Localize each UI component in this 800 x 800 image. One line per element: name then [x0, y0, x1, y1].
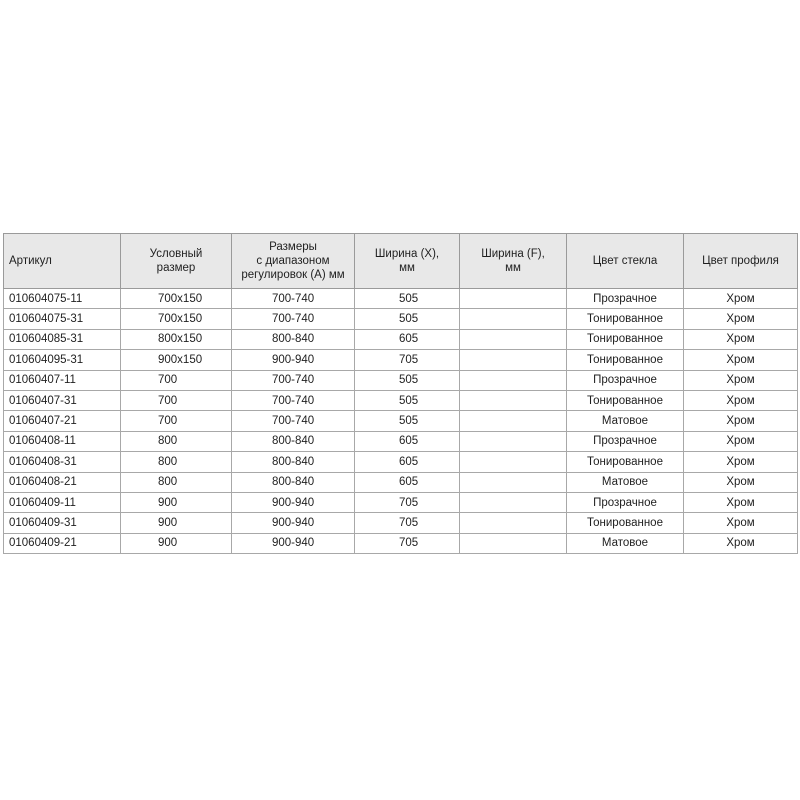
- cell-width-f: [460, 492, 567, 512]
- cell-width-f: [460, 370, 567, 390]
- cell-article: 010604085-31: [4, 329, 121, 349]
- cell-article: 01060408-11: [4, 431, 121, 451]
- cell-article: 01060407-11: [4, 370, 121, 390]
- cell-article: 010604075-31: [4, 309, 121, 329]
- cell-width-f: [460, 390, 567, 410]
- cell-glass-color: Тонированное: [567, 309, 684, 329]
- header-range-line-1: Размеры: [269, 241, 317, 253]
- product-table: [3, 233, 798, 554]
- cell-article: 01060407-31: [4, 390, 121, 410]
- header-glass-color: Цвет стекла: [567, 234, 684, 289]
- cell-width-x: 605: [355, 431, 460, 451]
- header-width-x-line-2: мм: [399, 262, 415, 274]
- cell-size: 900: [121, 533, 232, 553]
- cell-size: 700х150: [121, 289, 232, 309]
- cell-width-x: 705: [355, 533, 460, 553]
- cell-glass-color: Матовое: [567, 411, 684, 431]
- cell-profile-color: Хром: [684, 472, 798, 492]
- cell-glass-color: Тонированное: [567, 513, 684, 533]
- cell-width-x: 605: [355, 452, 460, 472]
- cell-size: 700х150: [121, 309, 232, 329]
- cell-width-x: 505: [355, 289, 460, 309]
- header-size-line-1: Условный: [149, 248, 203, 260]
- table-row: [4, 370, 798, 390]
- cell-profile-color: Хром: [684, 452, 798, 472]
- header-range: [232, 234, 355, 289]
- cell-article: 010604095-31: [4, 350, 121, 370]
- header-range-line-3: регулировок (А) мм: [241, 269, 345, 281]
- cell-width-f: [460, 309, 567, 329]
- cell-size: 800: [121, 452, 232, 472]
- cell-glass-color: Прозрачное: [567, 370, 684, 390]
- cell-profile-color: Хром: [684, 533, 798, 553]
- cell-range: 700-740: [232, 370, 355, 390]
- header-article: Артикул: [4, 234, 121, 289]
- cell-glass-color: Матовое: [567, 472, 684, 492]
- cell-range: 800-840: [232, 452, 355, 472]
- cell-glass-color: Тонированное: [567, 350, 684, 370]
- cell-size: 700: [121, 411, 232, 431]
- cell-size: 700: [121, 390, 232, 410]
- table-row: [4, 492, 798, 512]
- cell-glass-color: Матовое: [567, 533, 684, 553]
- header-width-f-line-2: мм: [505, 262, 521, 274]
- cell-range: 900-940: [232, 513, 355, 533]
- cell-range: 800-840: [232, 329, 355, 349]
- cell-width-f: [460, 431, 567, 451]
- cell-article: 01060408-31: [4, 452, 121, 472]
- cell-range: 900-940: [232, 350, 355, 370]
- table-row: [4, 513, 798, 533]
- cell-width-x: 705: [355, 513, 460, 533]
- product-table-container: [3, 233, 797, 554]
- header-width-x: [355, 234, 460, 289]
- cell-glass-color: Тонированное: [567, 329, 684, 349]
- table-header: [4, 234, 798, 289]
- cell-glass-color: Тонированное: [567, 390, 684, 410]
- table-row: [4, 472, 798, 492]
- cell-profile-color: Хром: [684, 390, 798, 410]
- cell-range: 900-940: [232, 492, 355, 512]
- cell-profile-color: Хром: [684, 370, 798, 390]
- cell-width-f: [460, 411, 567, 431]
- cell-width-f: [460, 533, 567, 553]
- cell-width-x: 505: [355, 370, 460, 390]
- cell-width-f: [460, 329, 567, 349]
- cell-size: 700: [121, 370, 232, 390]
- cell-width-x: 705: [355, 350, 460, 370]
- cell-profile-color: Хром: [684, 289, 798, 309]
- cell-range: 800-840: [232, 472, 355, 492]
- table-row: [4, 289, 798, 309]
- cell-article: 01060407-21: [4, 411, 121, 431]
- table-row: [4, 411, 798, 431]
- cell-width-f: [460, 350, 567, 370]
- header-size: [121, 234, 232, 289]
- cell-size: 900х150: [121, 350, 232, 370]
- cell-profile-color: Хром: [684, 411, 798, 431]
- cell-profile-color: Хром: [684, 350, 798, 370]
- cell-article: 01060409-21: [4, 533, 121, 553]
- cell-width-x: 605: [355, 472, 460, 492]
- cell-width-f: [460, 513, 567, 533]
- table-row: [4, 431, 798, 451]
- cell-article: 01060409-11: [4, 492, 121, 512]
- cell-glass-color: Прозрачное: [567, 431, 684, 451]
- cell-width-x: 505: [355, 309, 460, 329]
- cell-width-f: [460, 289, 567, 309]
- cell-range: 800-840: [232, 431, 355, 451]
- cell-width-x: 505: [355, 390, 460, 410]
- cell-width-f: [460, 472, 567, 492]
- cell-size: 800: [121, 431, 232, 451]
- cell-profile-color: Хром: [684, 492, 798, 512]
- cell-range: 700-740: [232, 309, 355, 329]
- cell-profile-color: Хром: [684, 431, 798, 451]
- table-row: [4, 350, 798, 370]
- cell-article: 010604075-11: [4, 289, 121, 309]
- header-width-f: [460, 234, 567, 289]
- header-width-f-line-1: Ширина (F),: [481, 248, 545, 260]
- cell-article: 01060408-21: [4, 472, 121, 492]
- cell-width-f: [460, 452, 567, 472]
- cell-width-x: 705: [355, 492, 460, 512]
- table-row: [4, 309, 798, 329]
- cell-profile-color: Хром: [684, 329, 798, 349]
- header-width-x-line-1: Ширина (X),: [374, 248, 440, 260]
- cell-profile-color: Хром: [684, 309, 798, 329]
- cell-range: 700-740: [232, 390, 355, 410]
- cell-article: 01060409-31: [4, 513, 121, 533]
- cell-width-x: 505: [355, 411, 460, 431]
- table-row: [4, 533, 798, 553]
- cell-profile-color: Хром: [684, 513, 798, 533]
- table-row: [4, 390, 798, 410]
- cell-glass-color: Прозрачное: [567, 492, 684, 512]
- cell-glass-color: Прозрачное: [567, 289, 684, 309]
- cell-range: 700-740: [232, 289, 355, 309]
- cell-size: 900: [121, 492, 232, 512]
- header-range-line-2: с диапазоном: [256, 255, 330, 267]
- header-size-line-2: размер: [156, 262, 196, 274]
- cell-size: 900: [121, 513, 232, 533]
- header-row: [4, 234, 798, 289]
- table-body: [4, 289, 798, 554]
- cell-width-x: 605: [355, 329, 460, 349]
- table-row: [4, 329, 798, 349]
- cell-range: 900-940: [232, 533, 355, 553]
- cell-range: 700-740: [232, 411, 355, 431]
- header-profile-color: Цвет профиля: [684, 234, 798, 289]
- cell-size: 800: [121, 472, 232, 492]
- cell-glass-color: Тонированное: [567, 452, 684, 472]
- table-row: [4, 452, 798, 472]
- cell-size: 800х150: [121, 329, 232, 349]
